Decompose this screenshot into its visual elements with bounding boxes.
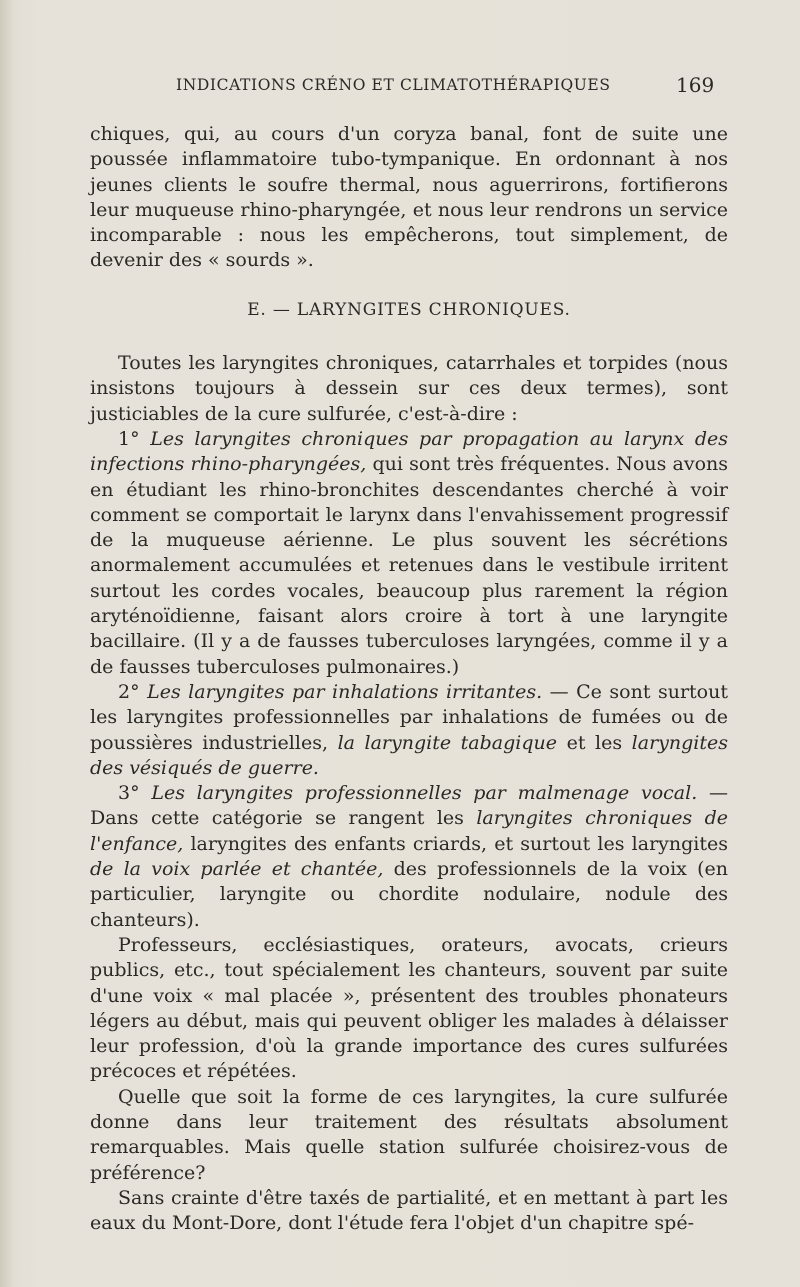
section-heading	[90, 298, 728, 323]
item-3-text-b: laryngites des enfants criards, et surtout les laryngites	[183, 832, 728, 855]
paragraph-5	[90, 781, 728, 933]
item-2-text-b: et les	[557, 731, 632, 754]
paragraph-2: Toutes les laryngites chroniques, catarrhales et torpides (nous insistons toujours à dessein sur ces deux termes), sont justiciables de la cure sulfurée, c'est-à-dire :	[90, 352, 728, 425]
item-1-number: 1°	[118, 427, 151, 450]
item-1-text: qui sont très fréquentes. Nous avons en étudiant les rhino-bronchites descendantes cherché à voir comment se comportait le larynx dans l'envahissement progressif de la muqueuse aérienne. Le plus souvent les sécrétions anormalement accumulées et retenues dans le vestibule irritent surtout les cordes vocales, beaucoup plus rarement la région aryténoïdienne, faisant alors croire à tort à une laryngite bacillaire. (Il y a de fausses tuberculoses laryngées, comme il y a de fausses tuberculoses pulmonaires.)	[90, 453, 729, 678]
page-number: 169	[676, 73, 715, 97]
item-2-title: Les laryngites par inhalations irritantes.	[147, 680, 543, 703]
running-title: INDICATIONS CRÉNO ET CLIMATOTHÉRAPIQUES	[176, 76, 611, 94]
item-3-text-a: — Dans cette catégorie se rangent les	[90, 782, 728, 830]
paragraph-4	[90, 680, 728, 781]
item-1-title: Les laryngites chroniques par propagation au larynx des infections rhino-pharyngées,	[90, 427, 728, 476]
item-3-number: 3°	[118, 782, 152, 805]
paragraph-6: Professeurs, ecclésiastiques, orateurs, avocats, crieurs publics, etc., tout spécialement les chanteurs, souvent par suite d'une voix « mal placée », présentent des troubles phonateurs légers au début, mais qui peuvent obliger les malades à délaisser leur profession, d'où la grande importance des cures sulfurées précoces et répétées.	[90, 933, 728, 1083]
paragraph-1: chiques, qui, au cours d'un coryza banal, font de suite une poussée inflammatoire tubo-tympanique. En ordonnant à nos jeunes clients le soufre thermal, nous aguerrirons, fortifierons leur muqueuse rhino-pharyngée, et nous leur rendrons un service incomparable : nous les empêcherons, tout simplement, de devenir des « sourds ».	[90, 123, 728, 272]
item-2-text-a: — Ce sont surtout les laryngites professionnelles par inhalations de fumées ou de poussières industrielles,	[90, 680, 728, 754]
item-3-italic-a: laryngites chroniques de l'enfance,	[90, 807, 729, 855]
paragraph-3	[90, 427, 728, 680]
item-3-italic-b: de la voix parlée et chantée,	[90, 858, 384, 881]
paragraph-8: Sans crainte d'être taxés de partialité, et en mettant à part les eaux du Mont-Dore, dont l'étude fera l'objet d'un chapitre spé-	[90, 1186, 728, 1235]
page-body	[90, 122, 728, 1236]
running-header	[176, 73, 736, 97]
item-2-italic-a: la laryngite tabagique	[337, 731, 558, 754]
item-2-italic-b: laryngites des vésiqués de guerre.	[90, 731, 728, 779]
item-2-number: 2°	[118, 680, 148, 703]
section-heading-rest: ARYNGITES CHRONIQUES.	[308, 299, 571, 320]
item-3-text-c: des professionnels de la voix (en particulier, laryngite ou chordite nodulaire, nodule des chanteurs).	[90, 858, 728, 931]
section-heading-prefix: E. — L	[247, 299, 309, 320]
paragraph-7: Quelle que soit la forme de ces laryngites, la cure sulfurée donne dans leur traitement des résultats absolument remarquables. Mais quelle station sulfurée choisirez-vous de préférence?	[90, 1085, 728, 1184]
item-3-title: Les laryngites professionnelles par malmenage vocal.	[151, 782, 698, 805]
